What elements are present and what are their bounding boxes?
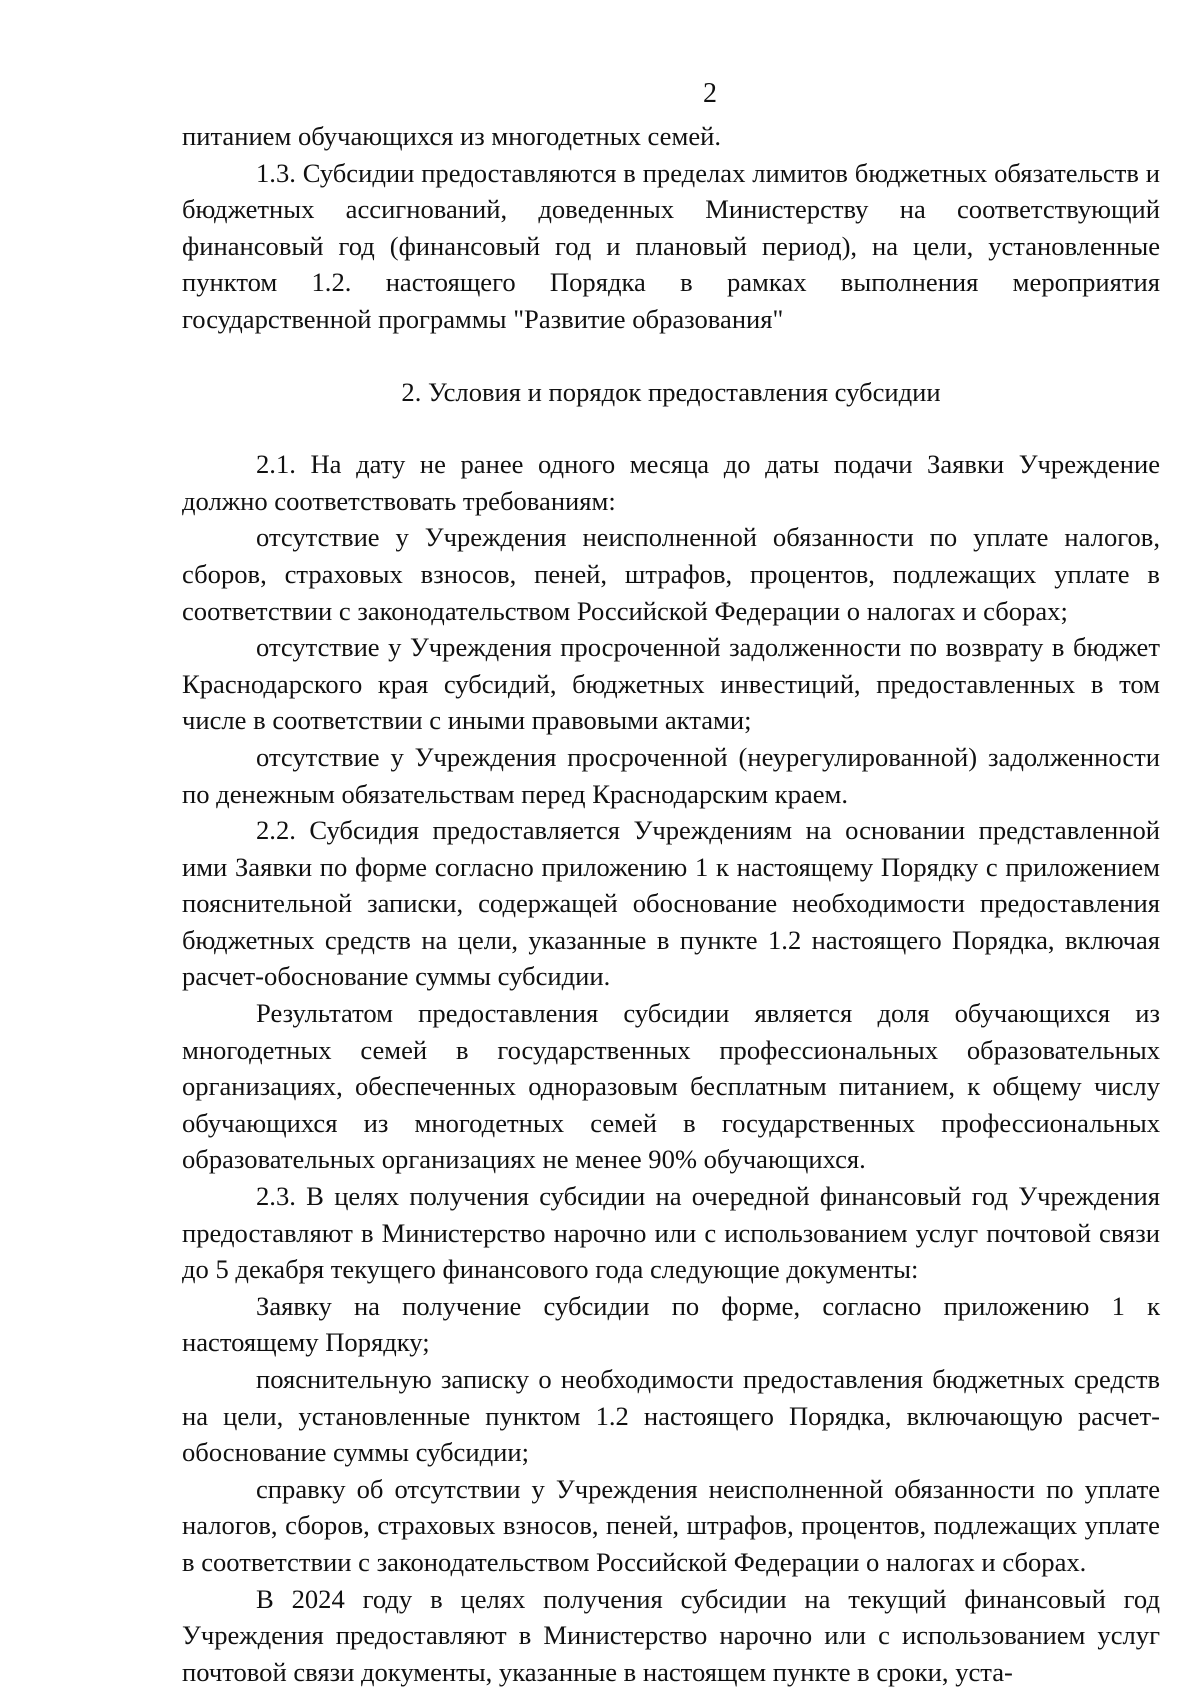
paragraph-result: Результатом предоставления субсидии является доля обучающихся из многодетных семей в государственных профессиональных образовательных организациях, обеспеченных одноразовым бесплатным питанием, к общему числу обучающихся из многодетных семей в государственных профессиональных образовательных организациях не менее 90% обучающихся. [182, 998, 1160, 1175]
section-heading: 2. Условия и порядок предоставления субсидии [401, 376, 941, 407]
paragraph-explanatory-note: пояснительную записку о необходимости предоставления бюджетных средств на цели, установленные пунктом 1.2 настоящего Порядка, включающую расчет-обоснование суммы субсидии; [182, 1364, 1160, 1468]
paragraph-application: Заявку на получение субсидии по форме, согласно приложению 1 к настоящему Порядку; [182, 1290, 1160, 1358]
paragraph-2-1: 2.1. На дату не ранее одного месяца до даты подачи Заявки Учреждение должно соответствовать требованиям: [182, 449, 1160, 516]
paragraph-requirement-taxes: отсутствие у Учреждения неисполненной обязанности по уплате налогов, сборов, страховых взносов, пеней, штрафов, процентов, подлежащих уплате в соответствии с законодательством Российской Федерации о налогах и сборах; [182, 522, 1160, 626]
page-number: 2 [703, 78, 717, 109]
paragraph-1-3: 1.3. Субсидии предоставляются в пределах лимитов бюджетных обязательств и бюджетных ассигнований, доведенных Министерству на соответствующий финансовый год (финансовый год и плановый период), на цели, установленные пунктом 1.2. настоящего Порядка в рамках выполнения мероприятия государственной программы "Развитие образования" [182, 157, 1160, 334]
paragraph-continuation: питанием обучающихся из многодетных семей. [182, 121, 722, 151]
document-body [182, 118, 1160, 1690]
paragraph-requirement-monetary-debt: отсутствие у Учреждения просроченной (неурегулированной) задолженности по денежным обязательствам перед Краснодарским краем. [182, 741, 1160, 809]
paragraph-2-2: 2.2. Субсидия предоставляется Учреждениям на основании представленной ими Заявки по форме согласно приложению 1 к настоящему Порядку с приложением пояснительной записки, содержащей обоснование необходимости предоставления бюджетных средств на цели, указанные в пункте 1.2 настоящего Порядка, включая расчет-обоснование суммы субсидии. [182, 815, 1160, 992]
paragraph-2-3: 2.3. В целях получения субсидии на очередной финансовый год Учреждения предоставляют в Министерство нарочно или с использованием услуг почтовой связи до 5 декабря текущего финансового года следующие документы: [182, 1181, 1160, 1285]
paragraph-certificate: справку об отсутствии у Учреждения неисполненной обязанности по уплате налогов, сборов, страховых взносов, пеней, штрафов, процентов, подлежащих уплате в соответствии с законодательством Российской Федерации о налогах и сборах. [182, 1473, 1160, 1577]
paragraph-2024: В 2024 году в целях получения субсидии на текущий финансовый год Учреждения предоставляют в Министерство нарочно или с использованием услуг почтовой связи документы, указанные в настоящем пункте в сроки, уста- [182, 1583, 1160, 1687]
paragraph-requirement-budget-debt: отсутствие у Учреждения просроченной задолженности по возврату в бюджет Краснодарского края субсидий, бюджетных инвестиций, предоставленных в том числе в соответствии с иными правовыми актами; [182, 632, 1160, 736]
